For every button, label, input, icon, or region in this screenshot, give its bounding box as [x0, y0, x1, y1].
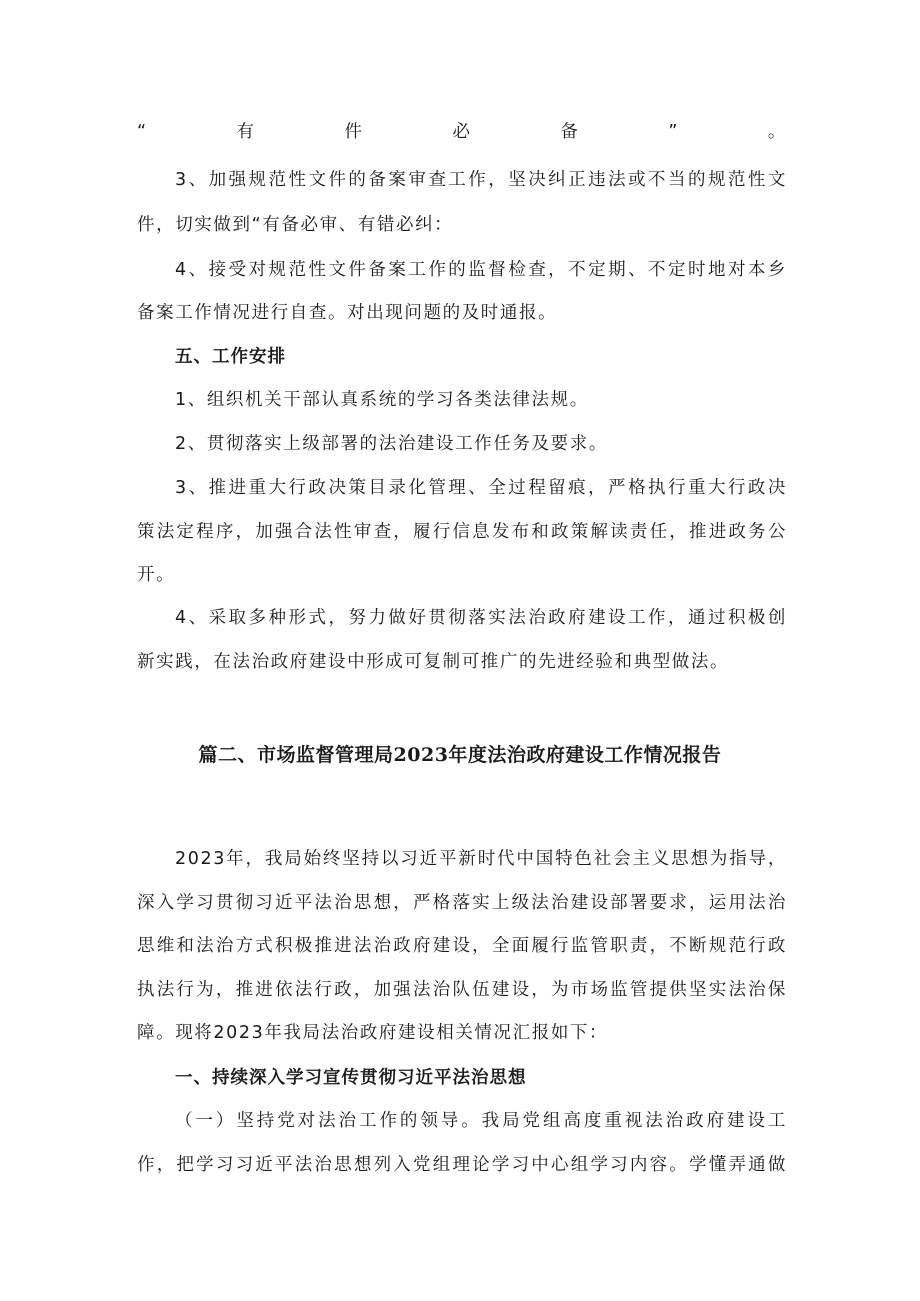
text-line: “有件必备”。: [137, 122, 787, 142]
text-line: 3、加强规范性文件的备案审查工作，坚决纠正违法或不当的规范性文: [175, 170, 787, 190]
text-line: 思维和法治方式积极推进法治政府建设，全面履行监管职责，不断规范行政: [137, 936, 787, 956]
text-line: 深入学习贯彻习近平法治思想，严格落实上级法治建设部署要求，运用法治: [137, 893, 787, 913]
text-line: 2023年，我局始终坚持以习近平新时代中国特色社会主义思想为指导，: [175, 849, 787, 869]
list-item: 3、推进重大行政决策目录化管理、全过程留痕，严格执行重大行政决: [175, 478, 787, 498]
text-line: 执法行为，推进依法行政，加强法治队伍建设，为市场监管提供坚实法治保: [137, 980, 787, 1000]
list-item: 开。: [137, 565, 176, 585]
text-line: 4、接受对规范性文件备案工作的监督检查，不定期、不定时地对本乡: [175, 260, 787, 280]
text-line: 件，切实做到“有备必审、有错必纠：: [137, 215, 454, 235]
list-item: 2、贯彻落实上级部署的法治建设工作任务及要求。: [175, 434, 608, 454]
list-item: 策法定程序，加强合法性审查，履行信息发布和政策解读责任，推进政务公: [137, 522, 787, 542]
text-line: 作，把学习习近平法治思想列入党组理论学习中心组学习内容。学懂弄通做: [137, 1155, 787, 1175]
text-line: （一）坚持党对法治工作的领导。我局党组高度重视法治政府建设工: [175, 1111, 787, 1131]
report-title: 篇二、市场监督管理局2023年度法治政府建设工作情况报告: [198, 744, 722, 766]
text-line: 障。现将2023年我局法治政府建设相关情况汇报如下：: [137, 1023, 609, 1043]
list-item: 1、组织机关干部认真系统的学习各类法律法规。: [175, 390, 589, 410]
text-line: 备案工作情况进行自查。对出现问题的及时通报。: [137, 303, 558, 323]
section-heading: 五、工作安排: [175, 347, 286, 367]
section-heading: 一、持续深入学习宣传贯彻习近平法治思想: [175, 1068, 527, 1088]
list-item: 4、采取多种形式，努力做好贯彻落实法治政府建设工作，通过积极创: [175, 608, 787, 628]
list-item: 新实践，在法治政府建设中形成可复制可推广的先进经验和典型做法。: [137, 652, 730, 672]
